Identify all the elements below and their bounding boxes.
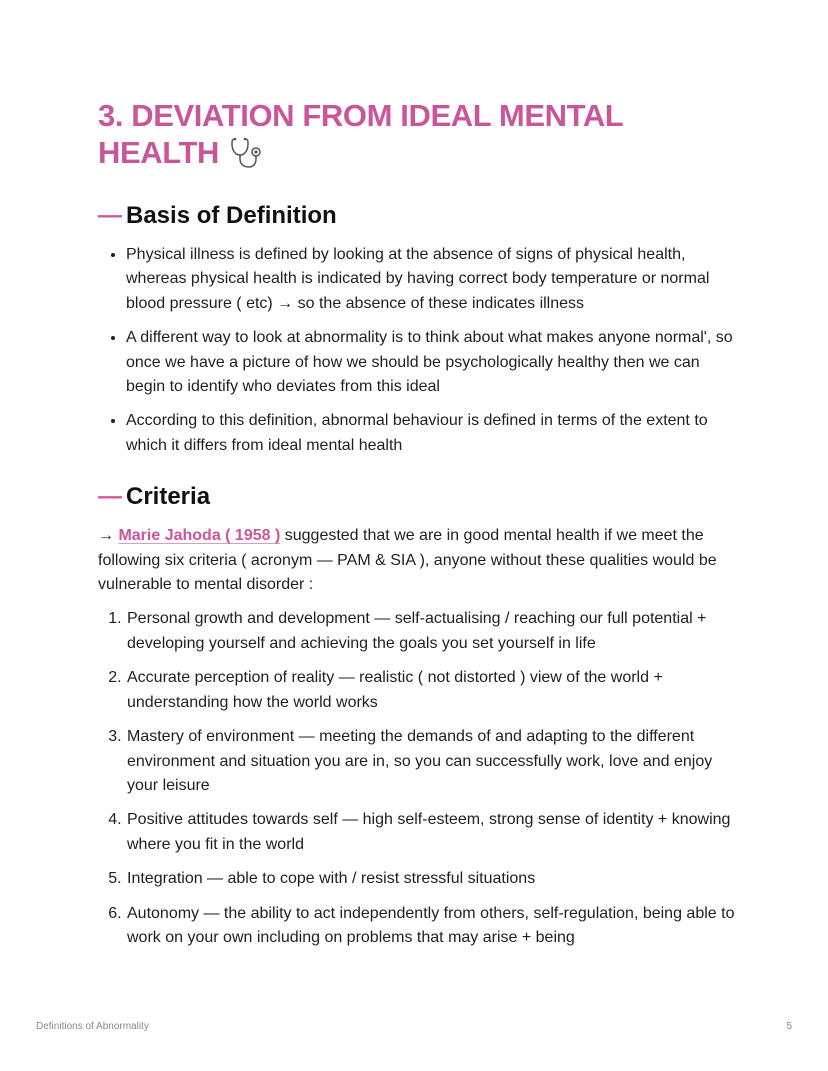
page-content [98, 97, 738, 960]
criteria-intro [98, 524, 738, 597]
criteria-section [98, 482, 738, 950]
list-item: 5. Integration — able to cope with / resist stressful situations [126, 867, 738, 891]
basis-section [98, 201, 738, 458]
criteria-list [98, 607, 738, 950]
heading-dash: — [98, 483, 122, 511]
page-title [98, 97, 738, 171]
list-item: • A different way to look at abnormality is to think about what makes anyone normal', so once we have a picture of how we should be psychologically healthy then we can begin to identify who deviates from this ideal [126, 326, 738, 399]
criteria-intro-text: suggested that we are in good mental health if we meet the following six criteria ( acronym — PAM & SIA ), anyone without these qualities would be vulnerable to mental disorder : [98, 527, 717, 594]
list-item: 6. Autonomy — the ability to act independently from others, self-regulation, being able to work on your own including on problems that may arise + being [126, 902, 738, 951]
jahoda-link[interactable]: Marie Jahoda ( 1958 ) [118, 527, 281, 545]
heading-dash: — [98, 202, 122, 229]
basis-heading-label: Basis of Definition [126, 202, 337, 229]
list-item: 3. Mastery of environment — meeting the demands of and adapting to the different environment and situation you are in, so you can successfully work, love and enjoy your leisure [126, 725, 738, 798]
list-item: 2. Accurate perception of reality — realistic ( not distorted ) view of the world + understanding how the world works [126, 666, 738, 715]
stethoscope-icon [229, 135, 265, 169]
list-item: • Physical illness is defined by looking at the absence of signs of physical health, whereas physical health is indicated by having correct body temperature or normal blood pressure ( etc) → so the absence of these indicates illness [126, 243, 738, 316]
footer-page-number: 5 [786, 1021, 792, 1032]
page-title-line1: 3. DEVIATION FROM IDEAL MENTAL [98, 98, 624, 133]
basis-heading [98, 201, 738, 231]
page-title-line2: HEALTH [98, 135, 220, 170]
list-item: 4. Positive attitudes towards self — high self-esteem, strong sense of identity + knowing where you fit in the world [126, 808, 738, 857]
criteria-heading-label: Criteria [126, 483, 211, 511]
arrow-glyph: → [98, 527, 114, 545]
footer-document-title: Definitions of Abnormality [36, 1021, 149, 1032]
list-item: 1. Personal growth and development — self-actualising / reaching our full potential + developing yourself and achieving the goals you set yourself in life [126, 607, 738, 656]
basis-list [98, 243, 738, 458]
list-item: • According to this definition, abnormal behaviour is defined in terms of the extent to which it differs from ideal mental health [126, 409, 738, 458]
criteria-heading [98, 482, 738, 512]
